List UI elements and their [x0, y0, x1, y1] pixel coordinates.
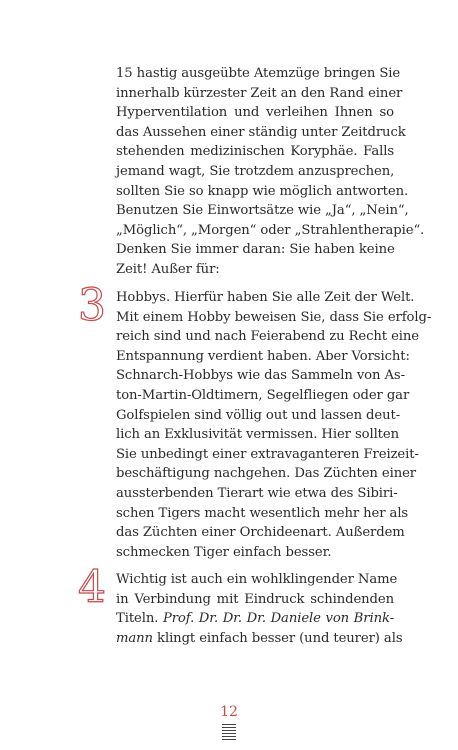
text-line: Schnarch-Hobbys wie das Sammeln von As-: [116, 368, 405, 384]
text-line: schen Tigers macht wesentlich mehr her als: [116, 505, 409, 521]
text-line: Golfspielen sind völlig out und lassen deut-: [116, 407, 401, 423]
text-line: innerhalb kürzester Zeit an den Rand einer: [116, 85, 403, 101]
text-line: Hobbys. Hierfür haben Sie alle Zeit der Welt.: [116, 290, 415, 305]
text-line-mixed: [116, 609, 394, 629]
text-line: beschäftigung nachgehen. Das Züchten einer: [116, 466, 417, 482]
text-line: ton-Martin-Oldtimern, Segelfliegen oder gar: [116, 387, 410, 403]
item-number-3: 3: [78, 280, 106, 331]
italic-name: Prof. Dr. Dr. Dr. Daniele von Brink-: [162, 611, 394, 627]
text-line: reich sind und nach Feierabend zu Recht eine: [116, 329, 420, 345]
text-line: Zeit! Außer für:: [116, 261, 220, 277]
text-line: Hyperventilation und verleihen Ihnen so: [116, 105, 394, 121]
italic-name-end: mann: [116, 630, 153, 646]
text-line: das Züchten einer Orchideenart. Außerdem: [116, 525, 405, 541]
text-line: 15 hastig ausgeübte Atemzüge bringen Sie: [116, 66, 401, 81]
page-ornament: [222, 724, 236, 742]
paragraph-name: [116, 570, 403, 648]
text-line-mixed: [116, 629, 403, 649]
paragraph-hobbys: [116, 288, 432, 562]
text-line: Sie unbedingt einer extravaganteren Freizeit-: [116, 446, 419, 462]
text-line: in Verbindung mit Eindruck schindenden: [116, 591, 394, 607]
text-line: sollten Sie so knapp wie möglich antworten.: [116, 183, 409, 199]
text-line: Benutzen Sie Einwortsätze wie „Ja“, „Nein“,: [116, 203, 409, 219]
text-segment: Titeln.: [116, 611, 163, 627]
text-line: jemand wagt, Sie trotzdem anzusprechen,: [116, 163, 395, 179]
text-line: schmecken Tiger einfach besser.: [116, 544, 332, 560]
text-line: Wichtig ist auch ein wohlklingender Name: [116, 572, 398, 587]
paragraph-intro: [116, 64, 425, 280]
text-line: das Aussehen einer ständig unter Zeitdruck: [116, 124, 406, 140]
text-line: lich an Exklusivität vermissen. Hier sollten: [116, 427, 399, 443]
text-line: aussterbenden Tierart wie etwa des Sibiri-: [116, 485, 398, 501]
text-segment: klingt einfach besser (und teurer) als: [152, 630, 403, 646]
text-line: Denken Sie immer daran: Sie haben keine: [116, 242, 395, 258]
text-line: Mit einem Hobby beweisen Sie, dass Sie erfolg-: [116, 309, 432, 325]
text-line: „Möglich“, „Morgen“ oder „Strahlentherapie“.: [116, 222, 425, 238]
text-line: stehenden medizinischen Koryphäe. Falls: [116, 144, 394, 160]
item-number-4: 4: [78, 562, 106, 613]
page-number: 12: [220, 704, 238, 720]
text-line: Entspannung verdient haben. Aber Vorsicht:: [116, 348, 410, 364]
